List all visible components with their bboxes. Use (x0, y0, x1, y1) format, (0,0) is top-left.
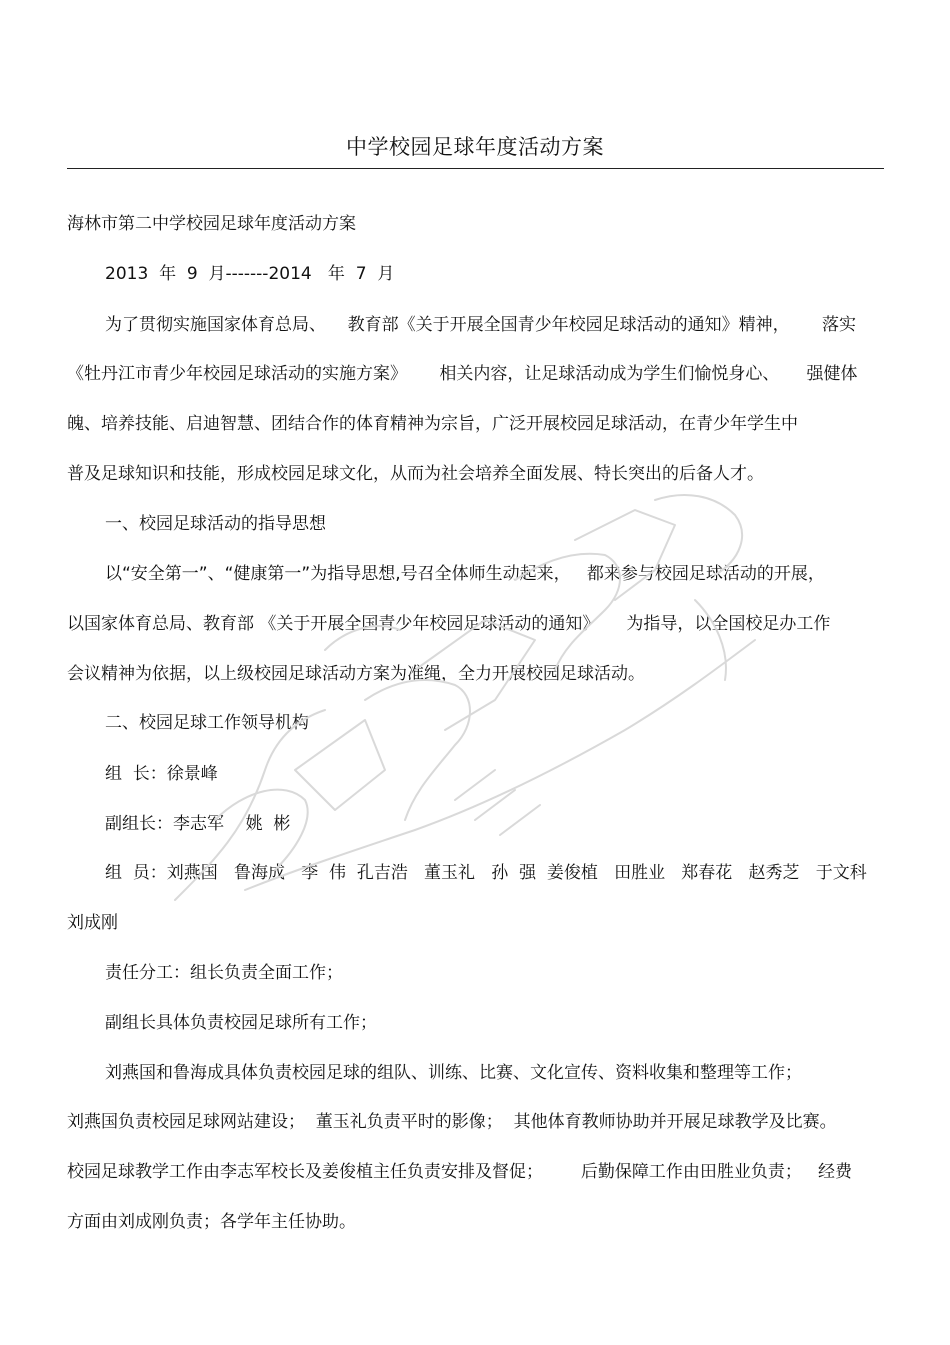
document-title: 中学校园足球年度活动方案 (346, 135, 604, 159)
duty-line: 方面由刘成刚负责；各学年主任协助。 (67, 1212, 356, 1232)
date-range: 2013 年 9 月-------2014 年 7 月 (105, 264, 395, 284)
paragraph-line: 以国家体育总局、教育部 《关于开展全国青少年校园足球活动的通知》 为指导，以全国校足办工作 (67, 614, 831, 634)
paragraph-line: 为了贯彻实施国家体育总局、 教育部《关于开展全国青少年校园足球活动的通知》精神， 落实 (105, 315, 857, 335)
duty-line: 校园足球教学工作由李志军校长及姜俊植主任负责安排及督促； 后勤保障工作由田胜业负责； 经费 (67, 1162, 853, 1182)
duty-line: 刘燕国和鲁海成具体负责校园足球的组队、训练、比赛、文化宣传、资料收集和整理等工作； (105, 1063, 802, 1083)
school-plan-heading: 海林市第二中学校园足球年度活动方案 (67, 214, 356, 234)
leader-line: 组 长：徐景峰 (105, 764, 218, 784)
paragraph-line: 以“安全第一”、“健康第一”为指导思想,号召全体师生动起来， 都来参与校园足球活动的开展， (105, 564, 825, 584)
section-heading: 一、校园足球活动的指导思想 (105, 514, 326, 534)
paragraph-line: 魄、培养技能、启迪智慧、团结合作的体育精神为宗旨，广泛开展校园足球活动，在青少年学生中 (67, 414, 798, 434)
members-line: 组 员：刘燕国 鲁海成 李 伟 孔吉浩 董玉礼 孙 强 姜俊植 田胜业 郑春花 赵秀芝 于文科 (105, 863, 867, 883)
paragraph-line: 会议精神为依据，以上级校园足球活动方案为准绳，全力开展校园足球活动。 (67, 664, 645, 684)
paragraph-line: 普及足球知识和技能，形成校园足球文化，从而为社会培养全面发展、特长突出的后备人才。 (67, 464, 764, 484)
duty-line: 责任分工：组长负责全面工作； (105, 963, 343, 983)
section-heading: 二、校园足球工作领导机构 (105, 713, 309, 733)
deputy-leader-line: 副组长：李志军 姚 彬 (105, 814, 291, 834)
paragraph-line: 《牡丹江市青少年校园足球活动的实施方案》 相关内容，让足球活动成为学生们愉悦身心、 强健体 (67, 364, 858, 384)
duty-line: 刘燕国负责校园足球网站建设； 董玉礼负责平时的影像； 其他体育教师协助并开展足球教学及比赛。 (67, 1112, 837, 1132)
duty-line: 副组长具体负责校园足球所有工作； (105, 1013, 377, 1033)
watermark-stamp (155, 470, 775, 930)
title-divider (67, 168, 884, 169)
members-line-continued: 刘成刚 (67, 913, 118, 933)
